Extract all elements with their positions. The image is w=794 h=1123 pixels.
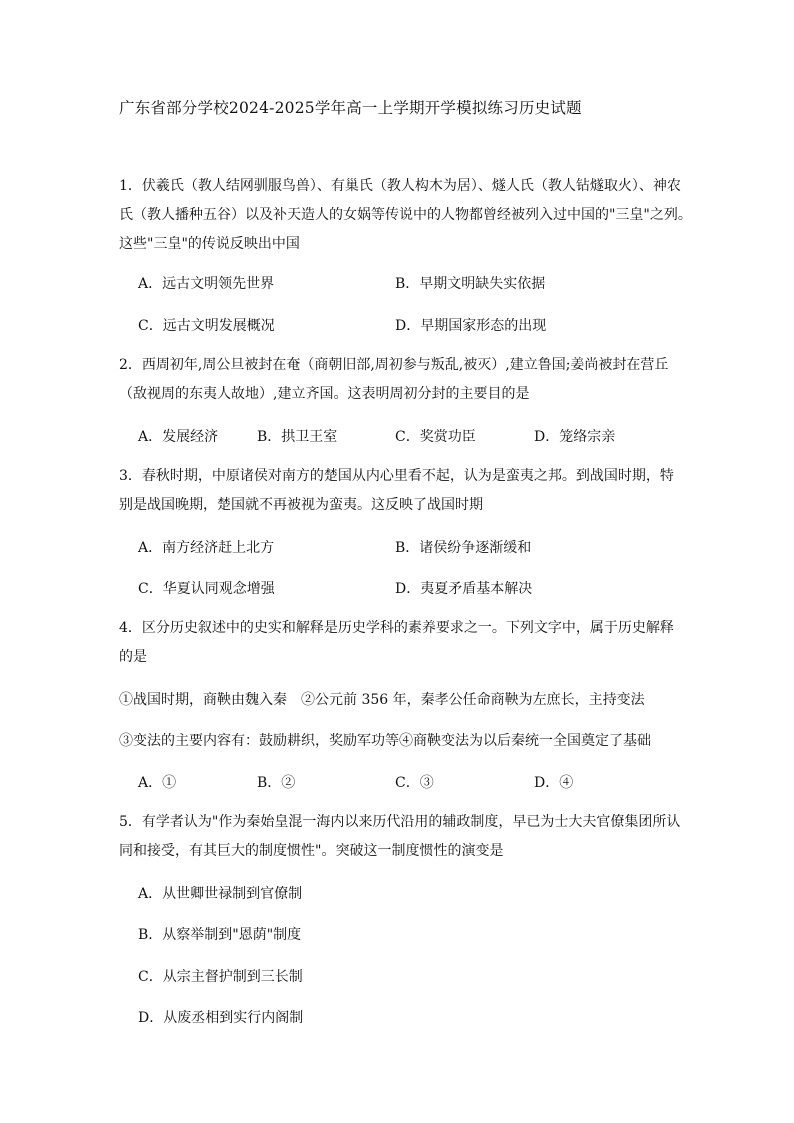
option-b[interactable]: B．拱卫王室 — [257, 429, 338, 445]
question-1-options-row-2 — [138, 315, 678, 335]
option-b[interactable]: B．早期文明缺失实依据 — [395, 276, 546, 292]
question-3-line-2: 别是战国晚期，楚国就不再被视为蛮夷。这反映了战国时期 — [119, 497, 483, 513]
option-d[interactable]: D．④ — [534, 775, 574, 791]
question-3-line-1: 3．春秋时期，中原诸侯对南方的楚国从内心里看不起，认为是蛮夷之邦。到战国时期，特 — [119, 468, 674, 484]
page-title: 广东省部分学校2024-2025学年高一上学期开学模拟练习历史试题 — [119, 99, 582, 117]
question-5-option-a-row — [138, 883, 678, 903]
option-b[interactable]: B．从察举制到"恩荫"制度 — [138, 927, 302, 943]
option-c[interactable]: C．从宗主督护制到三长制 — [138, 969, 303, 985]
option-a[interactable]: A．发展经济 — [138, 429, 219, 445]
option-c[interactable]: C．③ — [395, 775, 434, 791]
option-c[interactable]: C．远古文明发展概况 — [138, 318, 275, 334]
option-b[interactable]: B．② — [257, 775, 296, 791]
question-5-line-1: 5．有学者认为"作为秦始皇混一海内以来历代沿用的辅政制度，早已为士大夫官僚集团所认 — [119, 814, 681, 830]
question-4-line-2: 的是 — [119, 649, 147, 665]
question-2-line-1: 2．西周初年,周公旦被封在奄（商朝旧部,周初参与叛乱,被灭）,建立鲁国;姜尚被封在营丘 — [119, 357, 669, 373]
question-2-line-2: （敌视周的东夷人故地）,建立齐国。这表明周初分封的主要目的是 — [119, 386, 530, 402]
question-4 — [119, 614, 679, 672]
question-4-statement-2: ③变法的主要内容有：鼓励耕织，奖励军功等④商鞅变法为以后秦统一全国奠定了基础 — [119, 733, 651, 749]
question-5-option-b-row — [138, 924, 678, 944]
question-2 — [119, 351, 679, 409]
question-1-options-row-1 — [138, 273, 678, 293]
question-3-options-row-2 — [138, 578, 678, 598]
question-4-options-row — [138, 772, 678, 792]
question-5-option-c-row — [138, 966, 678, 986]
question-3-options-row-1 — [138, 537, 678, 557]
question-1-line-2: 氏（教人播种五谷）以及补天造人的女娲等传说中的人物都曾经被列入过中国的"三皇"之列。 — [119, 207, 692, 223]
option-d[interactable]: D．夷夏矛盾基本解决 — [395, 581, 533, 597]
question-5-line-2: 同和接受，有其巨大的制度惯性"。突破这一制度惯性的演变是 — [119, 843, 504, 859]
option-d[interactable]: D．笼络宗亲 — [534, 429, 616, 445]
option-d[interactable]: D．从废丞相到实行内阁制 — [138, 1010, 304, 1026]
option-a[interactable]: A．南方经济赶上北方 — [138, 540, 275, 556]
option-a[interactable]: A．从世卿世禄制到官僚制 — [138, 886, 303, 902]
question-1-line-3: 这些"三皇"的传说反映出中国 — [119, 236, 300, 252]
question-4-line-1: 4．区分历史叙述中的史实和解释是历史学科的素养要求之一。下列文字中，属于历史解释 — [119, 620, 674, 636]
option-c[interactable]: C．奖赏功臣 — [395, 429, 476, 445]
question-5-option-d-row — [138, 1007, 678, 1027]
question-4-statement-1: ①战国时期，商鞅由魏入秦 ②公元前 356 年，秦孝公任命商鞅为左庶长，主持变法 — [119, 692, 645, 708]
question-1-line-1: 1．伏羲氏（教人结网驯服鸟兽）、有巢氏（教人构木为居）、燧人氏（教人钻燧取火）、神农 — [119, 178, 681, 194]
question-5 — [119, 808, 679, 866]
question-2-options-row — [138, 426, 678, 446]
option-d[interactable]: D．早期国家形态的出现 — [395, 318, 547, 334]
option-a[interactable]: A．远古文明领先世界 — [138, 276, 275, 292]
question-1 — [119, 172, 692, 259]
option-a[interactable]: A．① — [138, 775, 177, 791]
option-b[interactable]: B．诸侯纷争逐渐缓和 — [395, 540, 532, 556]
option-c[interactable]: C．华夏认同观念增强 — [138, 581, 275, 597]
question-3 — [119, 462, 679, 520]
